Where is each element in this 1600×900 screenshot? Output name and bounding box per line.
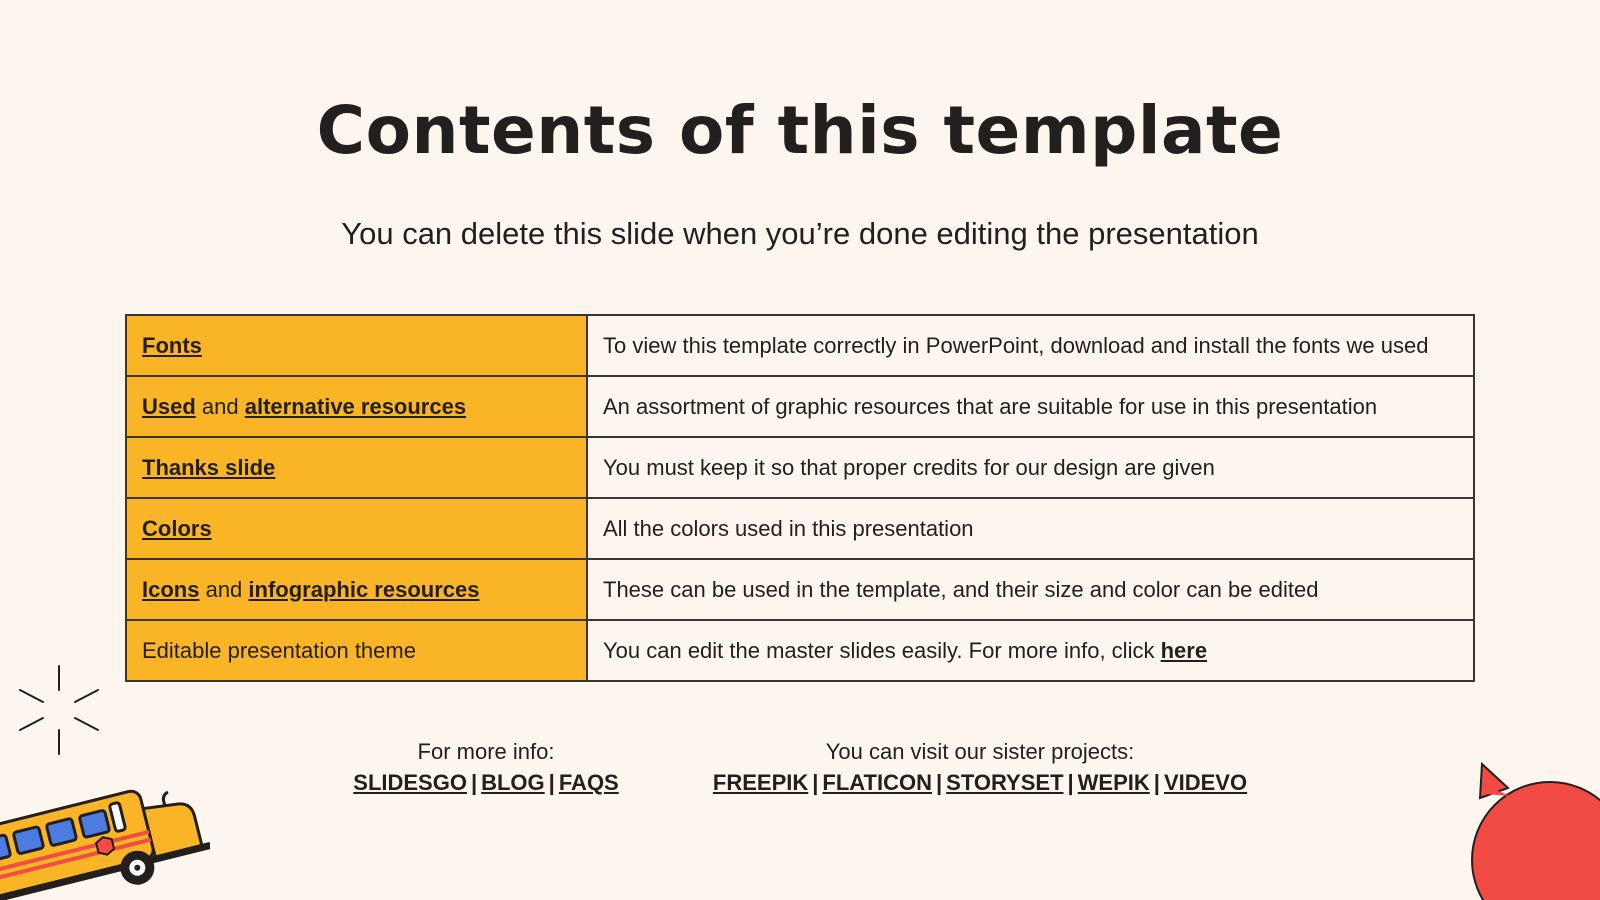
right-cell-text: These can be used in the template, and their size and color can be edited	[603, 576, 1319, 602]
link-alternative-resources[interactable]: alternative resources	[244, 393, 467, 419]
left-cell-text: Editable presentation theme	[142, 637, 416, 663]
link-thanks-slide[interactable]: Thanks slide	[142, 454, 276, 480]
right-cell-text: All the colors used in this presentation	[603, 515, 974, 541]
link-separator: |	[548, 770, 555, 795]
footer-link-blog[interactable]: BLOG	[481, 770, 545, 795]
right-cell-text: An assortment of graphic resources that are suitable for use in this presentation	[603, 393, 1378, 419]
table-row	[126, 315, 1474, 376]
sparkle-icon	[16, 664, 102, 756]
sister-projects-links	[680, 767, 1280, 798]
link-used[interactable]: Used	[142, 393, 196, 419]
footer-link-slidesgo[interactable]: SLIDESGO	[353, 770, 467, 795]
more-info-links	[336, 767, 636, 798]
resource-description-cell	[587, 559, 1474, 620]
resource-description-cell	[587, 437, 1474, 498]
link-here[interactable]: here	[1160, 637, 1208, 663]
table-row	[126, 376, 1474, 437]
table-row	[126, 620, 1474, 681]
page-title: Contents of this template	[316, 92, 1284, 169]
footer-link-storyset[interactable]: STORYSET	[946, 770, 1064, 795]
page-subtitle: You can delete this slide when you’re done editing the presentation	[341, 216, 1259, 251]
footer-link-wepik[interactable]: WEPIK	[1077, 770, 1150, 795]
resource-name-cell	[126, 437, 587, 498]
footer-link-videvo[interactable]: VIDEVO	[1163, 770, 1248, 795]
resource-name-cell	[126, 620, 587, 681]
footer-link-flaticon[interactable]: FLATICON	[822, 770, 932, 795]
sister-projects-label: You can visit our sister projects:	[825, 739, 1135, 764]
resource-name-cell	[126, 376, 587, 437]
speech-bubble-icon	[1450, 760, 1600, 900]
right-cell-text: You must keep it so that proper credits for our design are given	[603, 454, 1215, 480]
table-row	[126, 437, 1474, 498]
more-info-label: For more info:	[417, 739, 555, 764]
right-cell-text: You can edit the master slides easily. For more info, click	[603, 637, 1161, 663]
link-separator: |	[470, 770, 478, 795]
resource-name-cell	[126, 559, 587, 620]
resource-description-cell	[587, 315, 1474, 376]
sister-projects-block	[680, 736, 1280, 798]
left-cell-text: and	[195, 393, 245, 419]
link-icons[interactable]: Icons	[142, 576, 200, 602]
resource-description-cell	[587, 620, 1474, 681]
link-separator: |	[812, 770, 819, 795]
resource-name-cell	[126, 315, 587, 376]
contents-table	[125, 314, 1475, 682]
right-cell-text: To view this template correctly in PowerPoint, download and install the fonts we used	[603, 332, 1429, 358]
link-fonts[interactable]: Fonts	[142, 332, 202, 358]
footer-link-faqs[interactable]: FAQS	[558, 770, 619, 795]
link-separator: |	[1153, 770, 1160, 795]
school-bus-icon	[0, 772, 210, 900]
left-cell-text: and	[199, 576, 249, 602]
more-info-block	[336, 736, 636, 798]
table-row	[126, 559, 1474, 620]
resource-name-cell	[126, 498, 587, 559]
link-separator: |	[1067, 770, 1074, 795]
resource-description-cell	[587, 376, 1474, 437]
resource-description-cell	[587, 498, 1474, 559]
footer-link-freepik[interactable]: FREEPIK	[712, 770, 809, 795]
link-separator: |	[936, 770, 943, 795]
link-infographic-resources[interactable]: infographic resources	[248, 576, 480, 602]
link-colors[interactable]: Colors	[142, 515, 212, 541]
table-row	[126, 498, 1474, 559]
